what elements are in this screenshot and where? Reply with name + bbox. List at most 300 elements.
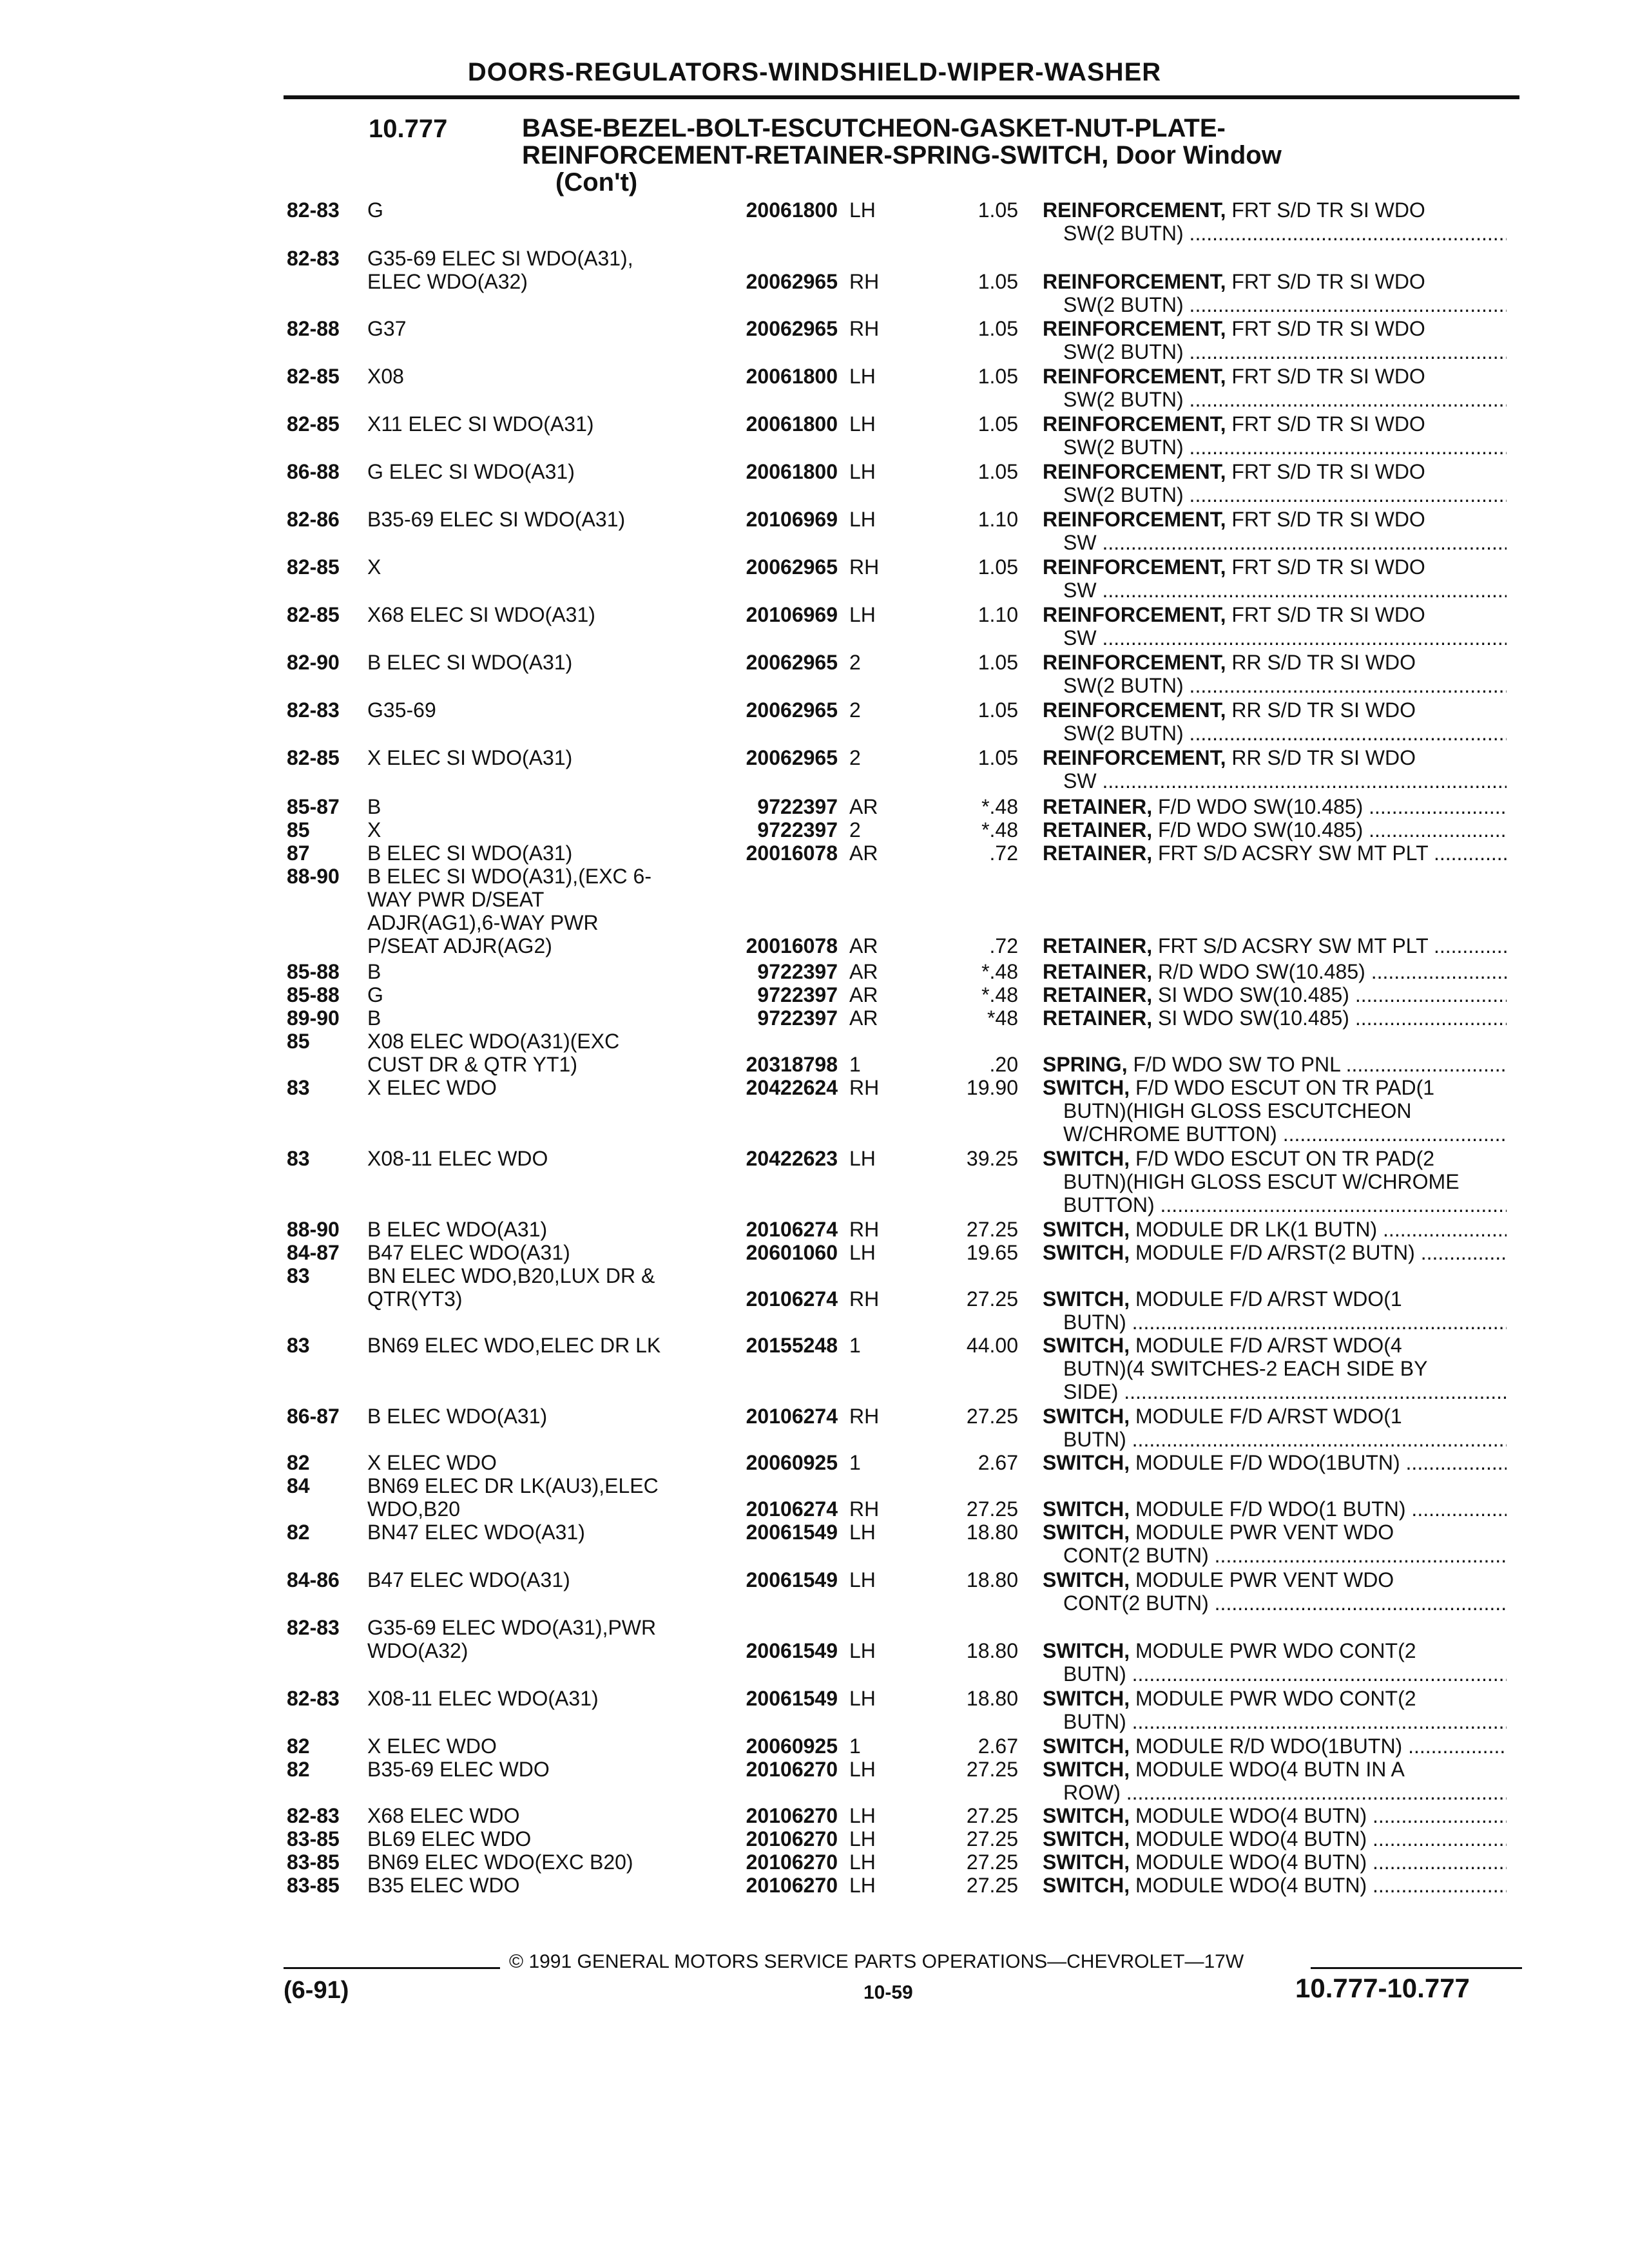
part-number: 20062965 <box>709 698 838 722</box>
application-description <box>367 960 709 983</box>
part-name-line: SWITCH, MODULE WDO(4 BUTN) ..... <box>1043 1874 1507 1897</box>
quantity: AR <box>849 934 878 957</box>
application-description <box>367 1568 709 1591</box>
part-name-line: RETAINER, R/D WDO SW(10.485) ..... <box>1043 960 1507 983</box>
part-noun: RETAINER, <box>1043 983 1153 1006</box>
application-description <box>367 746 709 769</box>
quantity: AR <box>849 1006 878 1030</box>
part-name-line: RETAINER, SI WDO SW(10.485) ..... <box>1043 1006 1507 1030</box>
part-noun: RETAINER, <box>1043 795 1153 818</box>
part-number: 20061800 <box>709 412 838 436</box>
part-name-line: SWITCH, MODULE PWR WDO CONT(2 <box>1043 1687 1416 1710</box>
model-year: 89-90 <box>287 1006 340 1030</box>
part-noun: REINFORCEMENT, <box>1043 746 1226 769</box>
part-number: 9722397 <box>709 983 838 1006</box>
quantity: LH <box>849 460 876 483</box>
part-name <box>1043 412 1507 459</box>
part-name-line: W/CHROME BUTTON) ..... <box>1043 1122 1507 1146</box>
quantity: RH <box>849 317 880 340</box>
footer-date: (6-91) <box>284 1977 349 2004</box>
part-number: 20062965 <box>709 555 838 579</box>
part-name <box>1043 270 1507 316</box>
part-name <box>1043 1874 1507 1897</box>
description-line: X <box>367 555 381 579</box>
part-noun: REINFORCEMENT, <box>1043 508 1226 531</box>
quantity: 1 <box>849 1735 861 1758</box>
part-noun: REINFORCEMENT, <box>1043 270 1226 293</box>
description-line: G <box>367 983 383 1006</box>
description-line: BN69 ELEC WDO(EXC B20) <box>367 1850 633 1874</box>
part-name-line: SW ..... <box>1043 769 1507 793</box>
description-line: BN69 ELEC WDO,ELEC DR LK <box>367 1334 661 1357</box>
part-name <box>1043 1405 1507 1451</box>
description-line: B <box>367 1006 381 1030</box>
model-year: 82-83 <box>287 1687 340 1710</box>
part-name <box>1043 746 1507 793</box>
part-noun: REINFORCEMENT, <box>1043 651 1226 674</box>
quantity: LH <box>849 365 876 388</box>
price: *48 <box>987 1006 1018 1030</box>
description-line: G <box>367 198 383 222</box>
part-name <box>1043 1758 1507 1804</box>
part-number: 20106969 <box>709 603 838 626</box>
model-year: 82-85 <box>287 555 340 579</box>
part-name <box>1043 651 1507 697</box>
part-noun: RETAINER, <box>1043 934 1153 957</box>
part-name-line: REINFORCEMENT, FRT S/D TR SI WDO <box>1043 508 1425 531</box>
part-number: 20106274 <box>709 1287 838 1311</box>
application-description <box>367 1334 709 1357</box>
part-noun: SWITCH, <box>1043 1334 1130 1357</box>
part-name <box>1043 841 1507 865</box>
application-description <box>367 651 709 674</box>
part-name-line: SWITCH, MODULE F/D A/RST WDO(4 <box>1043 1334 1402 1357</box>
part-name-line: SW(2 BUTN) ..... <box>1043 674 1507 697</box>
description-line: X08 ELEC WDO(A31)(EXC <box>367 1030 620 1053</box>
description-line: X ELEC WDO <box>367 1076 497 1099</box>
model-year: 83-85 <box>287 1874 340 1897</box>
part-name-line: REINFORCEMENT, FRT S/D TR SI WDO <box>1043 460 1425 483</box>
price: *.48 <box>981 960 1018 983</box>
part-name-line: SWITCH, MODULE F/D A/RST(2 BUTN) ..... <box>1043 1241 1507 1264</box>
part-number: 20062965 <box>709 651 838 674</box>
part-name <box>1043 1850 1507 1874</box>
model-year: 85 <box>287 1030 310 1053</box>
part-name-line: SW(2 BUTN) ..... <box>1043 222 1507 245</box>
part-name <box>1043 960 1507 983</box>
description-line: B47 ELEC WDO(A31) <box>367 1568 570 1591</box>
quantity: LH <box>849 1874 876 1897</box>
part-name-line: SW ..... <box>1043 626 1507 649</box>
model-year: 83 <box>287 1147 310 1170</box>
description-line: BL69 ELEC WDO <box>367 1827 532 1850</box>
application-description <box>367 198 709 222</box>
model-year: 83-85 <box>287 1827 340 1850</box>
quantity: AR <box>849 795 878 818</box>
description-line: B35-69 ELEC SI WDO(A31) <box>367 508 626 531</box>
price: 1.05 <box>978 651 1018 674</box>
application-description <box>367 1076 709 1099</box>
part-name <box>1043 365 1507 411</box>
model-year: 82-83 <box>287 247 340 270</box>
part-number: 20106969 <box>709 508 838 531</box>
part-name-line: SPRING, F/D WDO SW TO PNL ..... <box>1043 1053 1507 1076</box>
application-description <box>367 555 709 579</box>
description-line: X ELEC SI WDO(A31) <box>367 746 573 769</box>
quantity: LH <box>849 1827 876 1850</box>
model-year: 82-90 <box>287 651 340 674</box>
part-noun: REINFORCEMENT, <box>1043 317 1226 340</box>
part-name-line: BUTN)(HIGH GLOSS ESCUTCHEON <box>1063 1099 1412 1122</box>
part-number: 20062965 <box>709 270 838 293</box>
description-line: X08-11 ELEC WDO(A31) <box>367 1687 599 1710</box>
part-name-line: SWITCH, MODULE WDO(4 BUTN) ..... <box>1043 1804 1507 1827</box>
part-noun: SWITCH, <box>1043 1076 1130 1099</box>
price: 18.80 <box>966 1687 1018 1710</box>
application-description <box>367 795 709 818</box>
part-name <box>1043 555 1507 602</box>
model-year: 83 <box>287 1076 310 1099</box>
description-line: BN ELEC WDO,B20,LUX DR & <box>367 1264 655 1287</box>
application-description <box>367 818 709 841</box>
model-year: 83 <box>287 1334 310 1357</box>
part-noun: SWITCH, <box>1043 1735 1130 1758</box>
part-number: 20106270 <box>709 1850 838 1874</box>
part-number: 9722397 <box>709 960 838 983</box>
quantity: LH <box>849 1758 876 1781</box>
model-year: 85 <box>287 818 310 841</box>
part-number: 20016078 <box>709 841 838 865</box>
application-description <box>367 983 709 1006</box>
part-noun: SWITCH, <box>1043 1639 1130 1662</box>
price: 1.05 <box>978 270 1018 293</box>
description-line: B ELEC WDO(A31) <box>367 1218 548 1241</box>
price: 44.00 <box>966 1334 1018 1357</box>
price: .72 <box>989 841 1018 865</box>
application-description <box>367 1874 709 1897</box>
quantity: 1 <box>849 1334 861 1357</box>
price: 1.05 <box>978 746 1018 769</box>
part-name <box>1043 1218 1507 1241</box>
part-name-line: BUTN) ..... <box>1043 1311 1507 1334</box>
part-number: 20061800 <box>709 198 838 222</box>
part-name-line: SWITCH, MODULE PWR WDO CONT(2 <box>1043 1639 1416 1662</box>
part-name-line: REINFORCEMENT, RR S/D TR SI WDO <box>1043 651 1416 674</box>
footer-copyright: © 1991 GENERAL MOTORS SERVICE PARTS OPERATIONS—CHEVROLET—17W <box>509 1951 1244 1972</box>
part-noun: SPRING, <box>1043 1053 1128 1076</box>
model-year: 82-85 <box>287 412 340 436</box>
price: 27.25 <box>966 1287 1018 1311</box>
application-description <box>367 317 709 340</box>
part-name <box>1043 1241 1507 1264</box>
price: 19.90 <box>966 1076 1018 1099</box>
part-number: 20016078 <box>709 934 838 957</box>
price: 2.67 <box>978 1735 1018 1758</box>
part-noun: SWITCH, <box>1043 1451 1130 1474</box>
part-number: 20061549 <box>709 1639 838 1662</box>
part-noun: SWITCH, <box>1043 1827 1130 1850</box>
quantity: RH <box>849 1497 880 1521</box>
price: 1.05 <box>978 698 1018 722</box>
model-year: 82-88 <box>287 317 340 340</box>
part-number: 20060925 <box>709 1451 838 1474</box>
price: *.48 <box>981 818 1018 841</box>
part-name-line: SW(2 BUTN) ..... <box>1043 340 1507 363</box>
part-name-line: SW ..... <box>1043 579 1507 602</box>
price: 1.10 <box>978 603 1018 626</box>
description-line: BN69 ELEC DR LK(AU3),ELEC <box>367 1474 659 1497</box>
quantity: 2 <box>849 698 861 722</box>
model-year: 85-88 <box>287 983 340 1006</box>
part-name-line: REINFORCEMENT, RR S/D TR SI WDO <box>1043 746 1416 769</box>
application-description <box>367 1521 709 1544</box>
part-number: 20061549 <box>709 1687 838 1710</box>
model-year: 82-83 <box>287 1616 340 1639</box>
quantity: LH <box>849 603 876 626</box>
price: 1.05 <box>978 412 1018 436</box>
part-name <box>1043 1804 1507 1827</box>
part-name-line: RETAINER, F/D WDO SW(10.485) ..... <box>1043 818 1507 841</box>
model-year: 82 <box>287 1521 310 1544</box>
price: 39.25 <box>966 1147 1018 1170</box>
description-line: G ELEC SI WDO(A31) <box>367 460 575 483</box>
part-number: 20060925 <box>709 1735 838 1758</box>
part-name <box>1043 1076 1507 1146</box>
part-noun: REINFORCEMENT, <box>1043 698 1226 722</box>
application-description <box>367 1827 709 1850</box>
part-noun: SWITCH, <box>1043 1497 1130 1521</box>
part-number: 9722397 <box>709 795 838 818</box>
part-name <box>1043 1147 1507 1216</box>
part-noun: SWITCH, <box>1043 1241 1130 1264</box>
application-description <box>367 365 709 388</box>
part-noun: RETAINER, <box>1043 960 1153 983</box>
part-number: 20601060 <box>709 1241 838 1264</box>
part-name-line: REINFORCEMENT, FRT S/D TR SI WDO <box>1043 198 1425 222</box>
part-noun: SWITCH, <box>1043 1287 1130 1311</box>
price: 1.05 <box>978 555 1018 579</box>
part-name-line: SW(2 BUTN) ..... <box>1043 388 1507 411</box>
application-description <box>367 1218 709 1241</box>
model-year: 82-86 <box>287 508 340 531</box>
part-name <box>1043 983 1507 1006</box>
part-number: 20106274 <box>709 1218 838 1241</box>
part-name-line: REINFORCEMENT, FRT S/D TR SI WDO <box>1043 603 1425 626</box>
part-name <box>1043 698 1507 745</box>
price: 18.80 <box>966 1521 1018 1544</box>
part-name-line: BUTN) ..... <box>1043 1710 1507 1733</box>
part-name-line: SWITCH, MODULE F/D WDO(1 BUTN) ..... <box>1043 1497 1507 1521</box>
description-line: B <box>367 795 381 818</box>
price: 27.25 <box>966 1850 1018 1874</box>
quantity: 1 <box>849 1451 861 1474</box>
application-description <box>367 1850 709 1874</box>
application-description <box>367 1030 709 1076</box>
footer-rule-left <box>284 1967 500 1969</box>
part-name-line: RETAINER, F/D WDO SW(10.485) ..... <box>1043 795 1507 818</box>
price: 1.05 <box>978 460 1018 483</box>
application-description <box>367 1405 709 1428</box>
description-line: X08 <box>367 365 404 388</box>
model-year: 83-85 <box>287 1850 340 1874</box>
description-line: G35-69 ELEC WDO(A31),PWR <box>367 1616 657 1639</box>
quantity: RH <box>849 555 880 579</box>
description-line: WDO,B20 <box>367 1497 461 1521</box>
application-description <box>367 1687 709 1710</box>
part-noun: RETAINER, <box>1043 841 1153 865</box>
part-name-line: SWITCH, MODULE F/D WDO(1BUTN) ..... <box>1043 1451 1507 1474</box>
part-name-line: SWITCH, F/D WDO ESCUT ON TR PAD(2 <box>1043 1147 1435 1170</box>
price: 27.25 <box>966 1874 1018 1897</box>
part-name-line: REINFORCEMENT, FRT S/D TR SI WDO <box>1043 270 1425 293</box>
section-title-line2: REINFORCEMENT-RETAINER-SPRING-SWITCH, Door Window <box>522 141 1282 169</box>
application-description <box>367 1264 709 1311</box>
part-name <box>1043 818 1507 841</box>
description-line: B ELEC WDO(A31) <box>367 1405 548 1428</box>
part-number: 20155248 <box>709 1334 838 1357</box>
part-number: 20062965 <box>709 746 838 769</box>
price: *.48 <box>981 983 1018 1006</box>
price: *.48 <box>981 795 1018 818</box>
part-noun: REINFORCEMENT, <box>1043 412 1226 436</box>
part-name <box>1043 1521 1507 1567</box>
quantity: AR <box>849 841 878 865</box>
footer-page-number: 10-59 <box>863 1982 913 2003</box>
part-name <box>1043 934 1507 957</box>
part-name-line: BUTN) ..... <box>1043 1428 1507 1451</box>
application-description <box>367 603 709 626</box>
part-noun: SWITCH, <box>1043 1687 1130 1710</box>
part-number: 20422624 <box>709 1076 838 1099</box>
quantity: RH <box>849 1076 880 1099</box>
application-description <box>367 460 709 483</box>
price: .20 <box>989 1053 1018 1076</box>
part-name <box>1043 1006 1507 1030</box>
price: 19.65 <box>966 1241 1018 1264</box>
part-number: 20106274 <box>709 1497 838 1521</box>
part-name <box>1043 1827 1507 1850</box>
part-noun: SWITCH, <box>1043 1804 1130 1827</box>
model-year: 85-88 <box>287 960 340 983</box>
part-name <box>1043 1451 1507 1474</box>
model-year: 88-90 <box>287 1218 340 1241</box>
part-name-line: ROW) ..... <box>1043 1781 1507 1804</box>
section-title-line1: BASE-BEZEL-BOLT-ESCUTCHEON-GASKET-NUT-PLATE- <box>522 114 1226 142</box>
part-name-line: BUTN) ..... <box>1043 1662 1507 1686</box>
description-line: B47 ELEC WDO(A31) <box>367 1241 570 1264</box>
model-year: 82-83 <box>287 1804 340 1827</box>
description-line: B ELEC SI WDO(A31) <box>367 841 573 865</box>
description-line: B35 ELEC WDO <box>367 1874 520 1897</box>
description-line: X11 ELEC SI WDO(A31) <box>367 412 594 436</box>
part-name <box>1043 460 1507 506</box>
quantity: LH <box>849 1568 876 1591</box>
quantity: LH <box>849 1639 876 1662</box>
model-year: 84-87 <box>287 1241 340 1264</box>
model-year: 82-83 <box>287 198 340 222</box>
part-name-line: SW ..... <box>1043 531 1507 554</box>
description-line: WDO(A32) <box>367 1639 468 1662</box>
part-name-line: SIDE) ..... <box>1043 1380 1507 1403</box>
description-line: QTR(YT3) <box>367 1287 463 1311</box>
quantity: 2 <box>849 818 861 841</box>
quantity: 1 <box>849 1053 861 1076</box>
quantity: LH <box>849 1804 876 1827</box>
application-description <box>367 1241 709 1264</box>
model-year: 82-85 <box>287 603 340 626</box>
application-description <box>367 508 709 531</box>
part-name-line: BUTN)(HIGH GLOSS ESCUT W/CHROME <box>1063 1170 1460 1193</box>
part-noun: SWITCH, <box>1043 1568 1130 1591</box>
application-description <box>367 698 709 722</box>
model-year: 86-87 <box>287 1405 340 1428</box>
part-number: 20061549 <box>709 1521 838 1544</box>
part-name-line: SW(2 BUTN) ..... <box>1043 436 1507 459</box>
price: 27.25 <box>966 1827 1018 1850</box>
quantity: LH <box>849 1521 876 1544</box>
description-line: BN47 ELEC WDO(A31) <box>367 1521 585 1544</box>
model-year: 82 <box>287 1735 310 1758</box>
part-name <box>1043 1334 1507 1403</box>
part-number: 9722397 <box>709 818 838 841</box>
application-description <box>367 1006 709 1030</box>
application-description <box>367 1804 709 1827</box>
quantity: LH <box>849 1850 876 1874</box>
model-year: 86-88 <box>287 460 340 483</box>
section-number: 10.777 <box>369 115 448 143</box>
description-line: X68 ELEC WDO <box>367 1804 520 1827</box>
price: 27.25 <box>966 1405 1018 1428</box>
description-line: X ELEC WDO <box>367 1735 497 1758</box>
price: 1.10 <box>978 508 1018 531</box>
price: 1.05 <box>978 365 1018 388</box>
part-noun: SWITCH, <box>1043 1758 1130 1781</box>
price: 27.25 <box>966 1497 1018 1521</box>
model-year: 88-90 <box>287 865 340 888</box>
description-line: B ELEC SI WDO(A31),(EXC 6- <box>367 865 651 888</box>
application-description <box>367 865 709 957</box>
part-noun: SWITCH, <box>1043 1521 1130 1544</box>
part-name-line: REINFORCEMENT, FRT S/D TR SI WDO <box>1043 555 1425 579</box>
part-noun: SWITCH, <box>1043 1405 1130 1428</box>
part-number: 20106270 <box>709 1827 838 1850</box>
part-noun: REINFORCEMENT, <box>1043 198 1226 222</box>
part-number: 9722397 <box>709 1006 838 1030</box>
part-name <box>1043 1053 1507 1076</box>
part-noun: SWITCH, <box>1043 1850 1130 1874</box>
price: 27.25 <box>966 1804 1018 1827</box>
application-description <box>367 1474 709 1521</box>
part-noun: SWITCH, <box>1043 1147 1130 1170</box>
footer-rule-right <box>1311 1967 1522 1969</box>
description-line: X <box>367 818 381 841</box>
description-line: ADJR(AG1),6-WAY PWR <box>367 911 599 934</box>
quantity: AR <box>849 983 878 1006</box>
quantity: LH <box>849 412 876 436</box>
part-name <box>1043 198 1507 245</box>
part-name <box>1043 1287 1507 1334</box>
part-name-line: SWITCH, MODULE PWR VENT WDO <box>1043 1568 1394 1591</box>
description-line: B35-69 ELEC WDO <box>367 1758 550 1781</box>
part-name-line: SWITCH, F/D WDO ESCUT ON TR PAD(1 <box>1043 1076 1435 1099</box>
model-year: 82 <box>287 1451 310 1474</box>
model-year: 82-85 <box>287 746 340 769</box>
model-year: 85-87 <box>287 795 340 818</box>
part-noun: RETAINER, <box>1043 1006 1153 1030</box>
quantity: AR <box>849 960 878 983</box>
part-name-line: SWITCH, MODULE F/D A/RST WDO(1 <box>1043 1405 1402 1428</box>
description-line: X ELEC WDO <box>367 1451 497 1474</box>
